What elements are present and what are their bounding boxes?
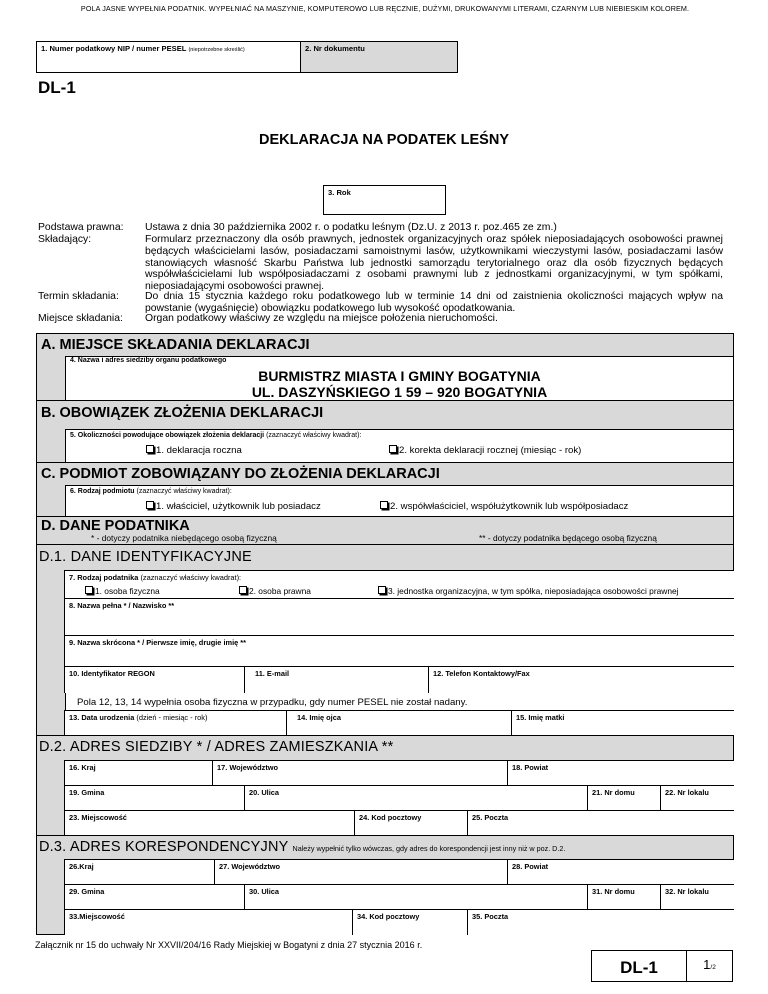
option-legal-person[interactable] [239, 586, 311, 596]
field-apartment-number-label: 22. Nr lokalu [665, 788, 709, 797]
text-miejsce: Organ podatkowy właściwy ze względu na miejsce położenia nieruchomości. [145, 313, 498, 324]
section-a [36, 333, 734, 401]
field-document-number [300, 41, 458, 73]
option-owner[interactable] [146, 501, 321, 512]
field-locality[interactable] [64, 810, 354, 836]
field-organ [65, 356, 734, 401]
text-termin: Do dnia 15 stycznia każdego roku podatkowego lub w terminie 14 dni od zaistnienia okoliczności mających wpływ na powstanie (wygaśnięcie) obowiązku podatkowego lub wysokość opodatkowania. [145, 291, 723, 314]
field-street-label: 20. Ulica [249, 788, 279, 797]
field-corr-house-number-label: 31. Nr domu [592, 887, 635, 896]
field-nip-pesel-note: (niepotrzebne skreślić) [188, 47, 245, 53]
section-d1-title: D.1. DANE IDENTYFIKACYJNE [39, 549, 252, 565]
field-birth-date-note: (dzień - miesiąc - rok) [136, 713, 208, 722]
option-annual[interactable] [146, 445, 242, 456]
section-d2-title: D.2. ADRES SIEDZIBY * / ADRES ZAMIESZKANIA ** [39, 739, 394, 755]
label-skladajacy: Składający: [38, 234, 92, 245]
field-obligation-note: (zaznaczyć właściwy kwadrat): [266, 432, 362, 439]
field-corr-country-label: 26.Kraj [69, 862, 94, 871]
field-corr-country[interactable] [64, 859, 214, 884]
page-total: /2 [710, 964, 716, 971]
field-corr-county[interactable] [507, 859, 734, 884]
field-year-label: 3. Rok [328, 188, 351, 197]
field-document-number-label: 2. Nr dokumentu [305, 44, 365, 53]
label-termin: Termin składania: [38, 291, 119, 302]
field-entity-type-label: 6. Rodzaj podmiotu [70, 488, 135, 495]
field-house-number[interactable] [587, 785, 660, 810]
field-entity-type-note: (zaznaczyć właściwy kwadrat): [136, 488, 232, 495]
field-phone[interactable] [428, 666, 734, 693]
option-organizational-unit-label: 3. jednostka organizacyjna, w tym spółka, nieposiadająca osobowości prawnej [388, 586, 679, 596]
field-postal-code-label: 24. Kod pocztowy [359, 813, 422, 822]
checkbox-legal-person[interactable] [239, 586, 247, 594]
option-coowner-label: 2. współwłaściciel, współużytkownik lub współposiadacz [390, 501, 629, 512]
section-c-title: C. PODMIOT ZOBOWIĄZANY DO ZŁOŻENIA DEKLARACJI [41, 466, 440, 482]
section-c [36, 462, 734, 517]
field-county[interactable] [507, 760, 734, 785]
field-email-label: 11. E-mail [255, 669, 290, 678]
footer-form-code-box [591, 950, 687, 982]
field-commune-label: 19. Gmina [69, 788, 105, 797]
field-corr-voivodeship[interactable] [214, 859, 507, 884]
field-corr-apartment-number-label: 32. Nr lokalu [665, 887, 709, 896]
field-corr-apartment-number[interactable] [660, 884, 734, 909]
section-b [36, 400, 734, 463]
checkbox-organizational-unit[interactable] [378, 586, 386, 594]
field-corr-postal-code[interactable] [352, 909, 467, 935]
option-annual-label: 1. deklaracja roczna [156, 445, 242, 456]
footer-page-box [686, 950, 733, 982]
option-legal-person-label: 2. osoba prawna [249, 586, 311, 596]
field-corr-commune-label: 29. Gmina [69, 887, 105, 896]
field-corr-commune[interactable] [64, 884, 244, 909]
field-taxpayer-type-note: (zaznaczyć właściwy kwadrat): [140, 573, 242, 582]
field-corr-locality[interactable] [64, 909, 352, 935]
form-code: DL-1 [38, 78, 76, 97]
field-full-name[interactable] [64, 598, 734, 635]
field-corr-post-office-label: 35. Poczta [472, 912, 509, 921]
option-natural-person[interactable] [85, 586, 160, 596]
footer-form-code: DL-1 [620, 958, 658, 977]
field-postal-code[interactable] [354, 810, 467, 836]
label-podstawa: Podstawa prawna: [38, 222, 124, 233]
section-d [36, 516, 734, 545]
text-skladajacy: Formularz przeznaczony dla osób prawnych, jednostek organizacyjnych oraz spółek nieposiadających osobowości prawnej będących właścicielami lasów, posiadaczami samoistnymi lasów, użytkownikami wieczystymi lasów, posiadaczami lasów stanowiących własność Skarbu Państwa lub jednostki samorządu terytorialnego oraz dla osób fizycznych będących współwłaścicielami lub współposiadaczami z osobami prawnymi lub z jednostkami organizacyjnymi, w tym spółkami, nieposiadającymi osobowości prawnej. [145, 234, 723, 293]
organ-name: BURMISTRZ MIASTA I GMINY BOGATYNIA [258, 368, 541, 384]
field-post-office[interactable] [467, 810, 734, 836]
option-coowner[interactable] [380, 501, 628, 512]
field-house-number-label: 21. Nr domu [592, 788, 635, 797]
attachment-note: Załącznik nr 15 do uchwały Nr XXVII/204/16 Rady Miejskiej w Bogatyni z dnia 27 stycznia 2016 r. [35, 940, 423, 950]
option-owner-label: 1. właściciel, użytkownik lub posiadacz [156, 501, 321, 512]
note-natural: ** - dotyczy podatnika będącego osobą fizyczną [479, 533, 657, 543]
field-regon[interactable] [64, 666, 244, 693]
page-number: 1/2 [703, 957, 716, 972]
option-correction[interactable] [389, 445, 581, 456]
field-corr-house-number[interactable] [587, 884, 660, 909]
field-year[interactable] [323, 185, 446, 215]
field-obligation-label: 5. Okoliczności powodujące obowiązek złożenia deklaracji [70, 432, 265, 439]
field-corr-street-label: 30. Ulica [249, 887, 279, 896]
field-corr-post-office[interactable] [467, 909, 734, 935]
section-d3-title: D.3. ADRES KORESPONDENCYJNY Należy wypełnić tylko wówczas, gdy adres do korespondencji jest inny niż w poz. D.2. [39, 839, 566, 855]
label-miejsce: Miejsce składania: [38, 313, 123, 324]
field-commune[interactable] [64, 785, 244, 810]
field-nip-pesel[interactable] [36, 41, 301, 73]
field-taxpayer-type [64, 570, 734, 598]
field-short-name-label: 9. Nazwa skrócona * / Pierwsze imię, drugie imię ** [69, 638, 247, 647]
option-natural-person-label: 1. osoba fizyczna [95, 586, 160, 596]
checkbox-correction[interactable] [389, 445, 397, 453]
checkbox-owner[interactable] [146, 501, 154, 509]
section-d3-note: Należy wypełnić tylko wówczas, gdy adres do korespondencji jest inny niż w poz. D.2. [292, 844, 566, 853]
field-country[interactable] [64, 760, 212, 785]
field-full-name-label: 8. Nazwa pełna * / Nazwisko ** [69, 601, 175, 610]
field-apartment-number[interactable] [660, 785, 734, 810]
top-instruction: POLA JASNE WYPEŁNIA PODATNIK. WYPEŁNIAĆ NA MASZYNIE, KOMPUTEROWO LUB RĘCZNIE, DUŻYMI, DRUKOWANYMI LITERAMI, CZARNYM LUB NIEBIESKIM KOLOREM. [80, 4, 690, 13]
section-b-title: B. OBOWIĄZEK ZŁOŻENIA DEKLARACJI [41, 405, 324, 421]
field-nip-pesel-label: 1. Numer podatkowy NIP / numer PESEL [41, 44, 187, 53]
field-country-label: 16. Kraj [69, 763, 96, 772]
field-obligation [65, 429, 734, 463]
section-a-title: A. MIEJSCE SKŁADANIA DEKLARACJI [41, 337, 310, 353]
field-corr-postal-code-label: 34. Kod pocztowy [357, 912, 420, 921]
field-voivodeship-label: 17. Województwo [217, 763, 279, 772]
option-correction-label: 2. korekta deklaracji rocznej (miesiąc - rok) [399, 445, 582, 456]
field-corr-voivodeship-label: 27. Województwo [219, 862, 281, 871]
field-corr-county-label: 28. Powiat [512, 862, 549, 871]
field-county-label: 18. Powiat [512, 763, 549, 772]
field-street[interactable] [244, 785, 587, 810]
option-organizational-unit[interactable] [378, 586, 679, 596]
field-locality-label: 23. Miejscowość [69, 813, 127, 822]
field-father-name-label: 14. Imię ojca [297, 713, 341, 722]
page-title: DEKLARACJA NA PODATEK LEŚNY [258, 132, 509, 148]
field-mother-name-label: 15. Imię matki [516, 713, 565, 722]
field-corr-locality-label: 33.Miejscowość [69, 912, 125, 921]
field-regon-label: 10. Identyfikator REGON [69, 669, 155, 678]
field-taxpayer-type-label: 7. Rodzaj podatnika [69, 573, 139, 582]
field-voivodeship[interactable] [212, 760, 507, 785]
field-post-office-label: 25. Poczta [472, 813, 509, 822]
note-non-natural: * - dotyczy podatnika niebędącego osobą fizyczną [91, 533, 277, 543]
field-short-name[interactable] [64, 635, 734, 666]
field-email[interactable] [244, 666, 428, 693]
checkbox-annual[interactable] [146, 445, 154, 453]
field-corr-street[interactable] [244, 884, 587, 909]
field-entity-type [65, 485, 734, 518]
checkbox-natural-person[interactable] [85, 586, 93, 594]
pesel-note: Pola 12, 13, 14 wypełnia osoba fizyczna w przypadku, gdy numer PESEL nie został nadany. [77, 697, 468, 708]
field-birth-date-label: 13. Data urodzenia [69, 713, 135, 722]
organ-address: UL. DASZYŃSKIEGO 1 59 – 920 BOGATYNIA [251, 384, 548, 400]
field-phone-label: 12. Telefon Kontaktowy/Fax [433, 669, 530, 678]
field-organ-label: 4. Nazwa i adres siedziby organu podatkowego [70, 357, 227, 364]
checkbox-coowner[interactable] [380, 501, 388, 509]
section-d-title: D. DANE PODATNIKA [41, 518, 190, 534]
text-podstawa: Ustawa z dnia 30 października 2002 r. o podatku leśnym (Dz.U. z 2013 r. poz.465 ze zm.) [145, 222, 557, 233]
